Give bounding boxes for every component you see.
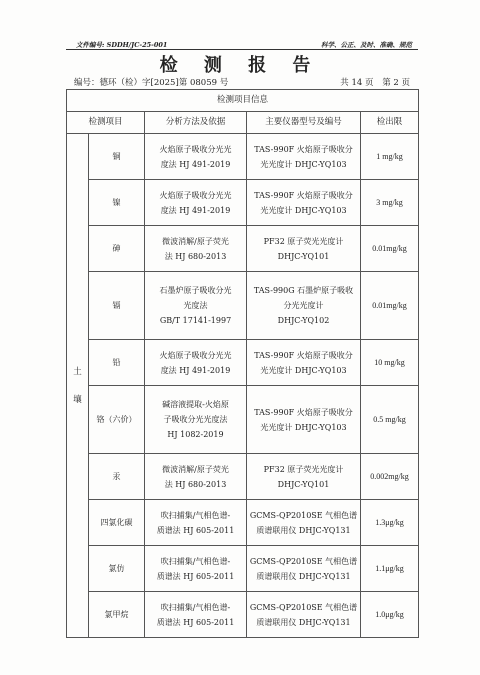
instrument-line: 光光度计 DHJC-YQ103	[260, 205, 347, 215]
limit-cell: 0.5 mg/kg	[361, 386, 419, 454]
table-row	[67, 454, 419, 500]
instrument-cell	[247, 180, 361, 226]
method-line: 吹扫捕集/气相色谱-	[160, 510, 231, 520]
page-number: 第 2 页	[382, 78, 410, 88]
method-line: 微波消解/原子荧光	[162, 464, 229, 474]
method-line: 度法 HJ 491-2019	[160, 205, 231, 215]
instrument-cell	[247, 134, 361, 180]
instrument-line: 质谱联用仪 DHJC-YQ131	[256, 571, 351, 581]
instrument-cell	[247, 272, 361, 340]
item-cell: 镉	[89, 272, 145, 340]
limit-cell: 1.0μg/kg	[361, 592, 419, 638]
method-cell	[145, 500, 247, 546]
method-cell	[145, 592, 247, 638]
method-cell	[145, 180, 247, 226]
limit-cell: 0.002mg/kg	[361, 454, 419, 500]
table-row	[67, 272, 419, 340]
method-cell	[145, 134, 247, 180]
method-line: 子吸收分光光度法	[163, 415, 228, 424]
item-cell: 四氯化碳	[89, 500, 145, 546]
method-line: 石墨炉原子吸收分光	[159, 286, 232, 295]
method-line: 质谱法 HJ 605-2011	[156, 571, 235, 581]
instrument-line: TAS-990F 火焰原子吸收分	[254, 350, 353, 360]
page-info	[334, 76, 410, 88]
instrument-cell	[247, 454, 361, 500]
instrument-line: TAS-990F 火焰原子吸收分	[254, 190, 353, 200]
section-title: 检测项目信息	[67, 90, 419, 112]
method-line: 火焰原子吸收分光光	[159, 144, 232, 154]
instrument-line: TAS-990G 石墨炉原子吸收	[253, 286, 354, 295]
method-cell	[145, 272, 247, 340]
method-line: GB/T 17141-1997	[159, 316, 232, 325]
motto: 科学、公正、及时、准确、规范	[321, 41, 412, 49]
method-line: 吹扫捕集/气相色谱-	[160, 602, 231, 612]
method-cell	[145, 454, 247, 500]
item-cell: 铜	[89, 134, 145, 180]
method-line: 火焰原子吸收分光光	[159, 350, 232, 360]
instrument-cell	[247, 546, 361, 592]
method-line: 吹扫捕集/气相色谱-	[160, 556, 231, 566]
table-row	[67, 226, 419, 272]
header-rule	[66, 49, 418, 50]
limit-cell: 3 mg/kg	[361, 180, 419, 226]
limit-cell: 1.3μg/kg	[361, 500, 419, 546]
column-header-instrument: 主要仪器型号及编号	[247, 112, 361, 134]
table-row	[67, 386, 419, 454]
instrument-line: TAS-990F 火焰原子吸收分	[254, 407, 353, 417]
instrument-line: 质谱联用仪 DHJC-YQ131	[256, 525, 351, 535]
limit-cell: 0.01mg/kg	[361, 226, 419, 272]
method-line: 法 HJ 680-2013	[164, 479, 227, 489]
instrument-cell	[247, 340, 361, 386]
table-row	[67, 500, 419, 546]
instrument-line: TAS-990F 火焰原子吸收分	[254, 144, 353, 154]
document-number: 文件编号: SDDH/JC-25-001	[76, 41, 168, 49]
total-pages: 共 14 页	[340, 78, 374, 88]
method-line: 度法 HJ 491-2019	[160, 365, 231, 375]
limit-cell: 10 mg/kg	[361, 340, 419, 386]
method-line: 法 HJ 680-2013	[164, 251, 227, 261]
method-cell	[145, 386, 247, 454]
instrument-cell	[247, 226, 361, 272]
item-cell: 汞	[89, 454, 145, 500]
method-line: 质谱法 HJ 605-2011	[156, 525, 235, 535]
column-header-item: 检测项目	[67, 112, 145, 134]
method-cell	[145, 226, 247, 272]
item-cell: 镍	[89, 180, 145, 226]
method-line: 火焰原子吸收分光光	[159, 190, 232, 200]
table-row	[67, 134, 419, 180]
report-number: 编号：德环（检）字[2025]第 08059 号	[74, 78, 229, 88]
item-cell: 氯仿	[89, 546, 145, 592]
instrument-line: 光光度计 DHJC-YQ103	[260, 159, 347, 169]
item-cell: 氯甲烷	[89, 592, 145, 638]
instrument-line: 质谱联用仪 DHJC-YQ131	[256, 617, 351, 627]
limit-cell: 1 mg/kg	[361, 134, 419, 180]
item-cell: 铬（六价）	[89, 386, 145, 454]
method-line: 度法 HJ 491-2019	[160, 159, 231, 169]
table-row	[67, 546, 419, 592]
instrument-line: GCMS-QP2010SE 气相色谱	[249, 602, 358, 612]
instrument-cell	[247, 592, 361, 638]
report-title: 检 测 报 告	[159, 55, 321, 76]
limit-cell: 0.01mg/kg	[361, 272, 419, 340]
method-line: 碱溶液提取-火焰原	[162, 400, 229, 409]
instrument-line: 光光度计 DHJC-YQ103	[260, 365, 347, 375]
item-cell: 砷	[89, 226, 145, 272]
method-line: HJ 1082-2019	[167, 430, 224, 439]
instrument-line: DHJC-YQ101	[277, 479, 330, 489]
instrument-line: GCMS-QP2010SE 气相色谱	[249, 556, 358, 566]
item-cell: 铅	[89, 340, 145, 386]
instrument-line: PF32 原子荧光光度计	[263, 464, 344, 474]
limit-cell: 1.1μg/kg	[361, 546, 419, 592]
instrument-cell	[247, 500, 361, 546]
group-label-char: 土	[73, 366, 82, 377]
test-items-table	[66, 89, 419, 638]
table-row	[67, 592, 419, 638]
group-label-soil	[67, 134, 89, 638]
table-row	[67, 180, 419, 226]
column-header-limit: 检出限	[361, 112, 419, 134]
table-row	[67, 340, 419, 386]
method-cell	[145, 546, 247, 592]
instrument-line: 分光光度计	[283, 301, 324, 310]
method-line: 微波消解/原子荧光	[162, 236, 229, 246]
method-cell	[145, 340, 247, 386]
method-line: 质谱法 HJ 605-2011	[156, 617, 235, 627]
instrument-line: GCMS-QP2010SE 气相色谱	[249, 510, 358, 520]
instrument-cell	[247, 386, 361, 454]
group-label-char: 壤	[73, 394, 82, 405]
instrument-line: DHJC-YQ101	[277, 251, 330, 261]
instrument-line: 光光度计 DHJC-YQ103	[260, 422, 347, 432]
column-header-method: 分析方法及依据	[145, 112, 247, 134]
instrument-line: PF32 原子荧光光度计	[263, 236, 344, 246]
instrument-line: DHJC-YQ102	[277, 316, 330, 325]
method-line: 光度法	[183, 301, 208, 310]
